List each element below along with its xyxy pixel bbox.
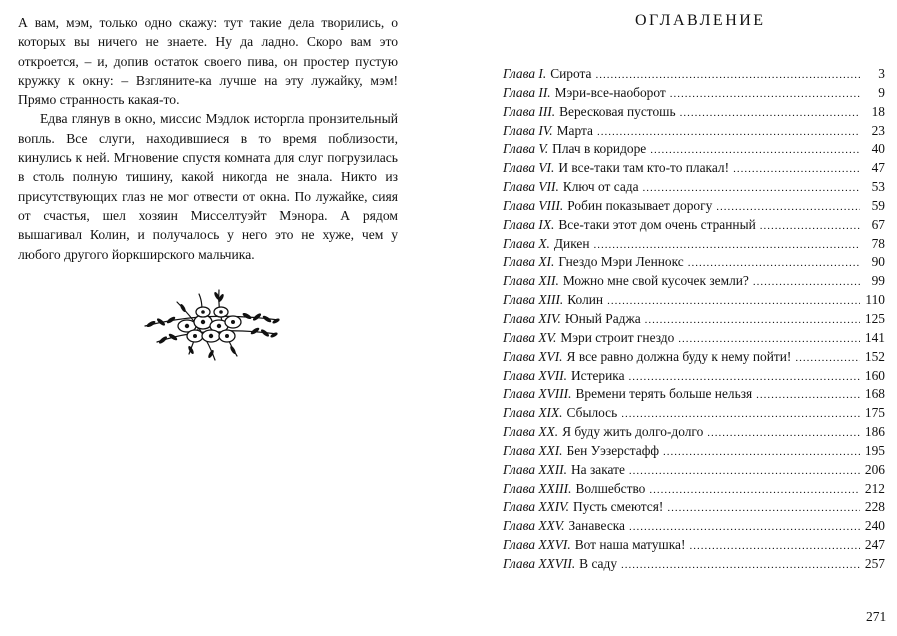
- toc-chapter-title: Юный Раджа: [564, 310, 641, 326]
- toc-chapter-title: Пусть смеются!: [572, 499, 664, 515]
- toc-chapter-label: Глава XIX.: [503, 405, 563, 421]
- toc-chapter-title: Я буду жить долго-долго: [562, 424, 704, 440]
- toc-page-number: 168: [864, 386, 885, 402]
- toc-chapter-label: Глава VII.: [503, 179, 559, 195]
- toc-page-number: 40: [871, 141, 885, 157]
- toc-chapter-label: Глава XXV.: [503, 518, 565, 534]
- toc-entry[interactable]: [503, 272, 885, 291]
- toc-leader-dots: [663, 443, 860, 462]
- toc-chapter-title: Мэри строит гнездо: [560, 329, 675, 345]
- toc-page-number: 9: [878, 84, 885, 100]
- toc-page-number: 141: [864, 329, 885, 345]
- toc-chapter-label: Глава XI.: [503, 254, 555, 270]
- toc-page-number: 78: [871, 235, 885, 251]
- toc-chapter-title: Волшебство: [575, 480, 646, 496]
- toc-entry[interactable]: [503, 122, 885, 141]
- toc-chapter-label: Глава V.: [503, 141, 549, 157]
- toc-chapter-label: Глава XXI.: [503, 442, 563, 458]
- toc-chapter-label: Глава VI.: [503, 160, 555, 176]
- toc-chapter-label: Глава IX.: [503, 216, 555, 232]
- toc-chapter-label: Глава III.: [503, 103, 556, 119]
- toc-chapter-title: Все-таки этот дом очень странный: [558, 216, 756, 232]
- toc-entry[interactable]: [503, 480, 885, 499]
- toc-entry[interactable]: [503, 178, 885, 197]
- toc-leader-dots: [680, 104, 860, 123]
- fern-leaves-ornament-icon: [137, 282, 287, 364]
- toc-entry[interactable]: [503, 84, 885, 103]
- toc-entry[interactable]: [503, 65, 885, 84]
- toc-chapter-title: Сирота: [550, 66, 592, 81]
- toc-chapter-label: Глава X.: [503, 235, 550, 251]
- toc-chapter-title: Истерика: [571, 367, 625, 383]
- toc-entry[interactable]: [503, 291, 885, 310]
- toc-entry[interactable]: [503, 423, 885, 442]
- story-text: [18, 13, 398, 264]
- toc-chapter-title: Можно мне свой кусочек земли?: [562, 273, 749, 289]
- toc-chapter-title: Плач в коридоре: [552, 141, 647, 157]
- page-number: 271: [866, 609, 887, 624]
- toc-chapter-title: На закате: [571, 461, 625, 477]
- toc-entry[interactable]: [503, 197, 885, 216]
- toc-page-number: 257: [864, 555, 885, 571]
- toc-entry[interactable]: [503, 159, 885, 178]
- toc-leader-dots: [645, 311, 860, 330]
- toc-leader-dots: [621, 556, 860, 575]
- toc-entry[interactable]: [503, 404, 885, 423]
- toc-chapter-label: Глава II.: [503, 84, 551, 100]
- toc-page-number: 18: [871, 103, 885, 119]
- toc-chapter-title: Сбылось: [566, 405, 618, 421]
- table-of-contents: [503, 65, 885, 574]
- toc-leader-dots: [595, 66, 860, 85]
- toc-heading: ОГЛАВЛЕНИЕ: [635, 12, 766, 29]
- toc-page-number: 67: [871, 216, 885, 232]
- toc-leader-dots: [629, 518, 860, 537]
- toc-page-number: 53: [871, 179, 885, 195]
- toc-entry[interactable]: [503, 461, 885, 480]
- toc-leader-dots: [678, 330, 860, 349]
- toc-chapter-label: Глава XXIV.: [503, 499, 569, 515]
- toc-page-number: 206: [864, 461, 885, 477]
- toc-entry[interactable]: [503, 442, 885, 461]
- toc-chapter-label: Глава VIII.: [503, 197, 564, 213]
- paragraph: Едва глянув в окно, миссис Мэдлок исторгла пронзительный вопль. Все слуги, находившиеся в то время поблизости, кинулись к ней. Мгновение спустя комната для слуг погрузилась в столь полную тишину, какой никогда не знала. Никто из присутствующих глаз не мог отвести от окна. По лужайке, сияя от счастья, шел хозяин Миссeлтуэйт Мэнора. А рядом вышагивал Колин, и получалось у него это не хуже, чем у любого другого йоркширского мальчика.: [18, 111, 398, 262]
- toc-entry[interactable]: [503, 103, 885, 122]
- toc-chapter-label: Глава XIII.: [503, 292, 564, 308]
- toc-chapter-title: И все-таки там кто-то плакал!: [558, 160, 730, 176]
- toc-chapter-title: Гнездо Мэри Леннокс: [558, 254, 684, 270]
- toc-chapter-title: Робин показывает дорогу: [567, 197, 713, 213]
- toc-entry[interactable]: [503, 498, 885, 517]
- toc-chapter-label: Глава XXIII.: [503, 480, 572, 496]
- toc-page-number: 228: [864, 499, 885, 515]
- toc-entry[interactable]: [503, 253, 885, 272]
- toc-page-number: 59: [871, 197, 885, 213]
- toc-page-number: 195: [864, 442, 885, 458]
- toc-page-number: 99: [871, 273, 885, 289]
- toc-page-number: 160: [864, 367, 885, 383]
- toc-leader-dots: [629, 368, 860, 387]
- toc-leader-dots: [733, 160, 860, 179]
- right-page: [440, 0, 897, 636]
- left-page: [0, 0, 430, 636]
- toc-leader-dots: [760, 217, 860, 236]
- toc-chapter-title: Занавеска: [568, 518, 626, 534]
- toc-leader-dots: [756, 386, 860, 405]
- toc-leader-dots: [607, 292, 860, 311]
- toc-chapter-title: Бен Уэзерстафф: [566, 442, 660, 458]
- toc-page-number: 23: [871, 122, 885, 138]
- toc-leader-dots: [621, 405, 860, 424]
- toc-chapter-title: Я все равно должна буду к нему пойти!: [566, 348, 792, 364]
- toc-page-number: 125: [864, 310, 885, 326]
- toc-page-number: 212: [864, 480, 885, 496]
- toc-chapter-title: Марта: [556, 122, 593, 138]
- toc-leader-dots: [643, 179, 860, 198]
- toc-chapter-label: Глава XX.: [503, 424, 559, 440]
- toc-entry[interactable]: [503, 555, 885, 574]
- toc-leader-dots: [650, 141, 860, 160]
- toc-chapter-title: Колин: [567, 292, 604, 308]
- toc-leader-dots: [753, 273, 860, 292]
- toc-chapter-title: Вот наша матушка!: [574, 537, 686, 553]
- toc-chapter-title: Времени терять больше нельзя: [575, 386, 753, 402]
- toc-chapter-label: Глава XVII.: [503, 367, 567, 383]
- toc-entry[interactable]: [503, 216, 885, 235]
- toc-leader-dots: [667, 499, 860, 518]
- toc-entry[interactable]: [503, 140, 885, 159]
- toc-page-number: 152: [864, 348, 885, 364]
- toc-page-number: 110: [865, 292, 885, 308]
- toc-leader-dots: [670, 85, 860, 104]
- toc-chapter-label: Глава XXVI.: [503, 537, 571, 553]
- toc-entry[interactable]: [503, 385, 885, 404]
- toc-page-number: 175: [864, 405, 885, 421]
- toc-chapter-label: Глава IV.: [503, 122, 553, 138]
- toc-leader-dots: [795, 349, 860, 368]
- toc-entry[interactable]: [503, 235, 885, 254]
- toc-page-number: 247: [864, 537, 885, 553]
- toc-chapter-title: Ключ от сада: [562, 179, 639, 195]
- toc-page-number: 90: [871, 254, 885, 270]
- toc-page-number: 3: [878, 66, 885, 81]
- toc-leader-dots: [716, 198, 860, 217]
- paragraph: А вам, мэм, только одно скажу: тут такие дела творились, о которых вы ничего не знаете. Ну да ладно. Скоро вам это откроется, – и, допив остаток своего пива, он простер пустую кружку к окну: – Взгляните-ка лучше на эту лужайку, мэм! Прямо странность какая-то.: [18, 15, 398, 108]
- toc-chapter-label: Глава I.: [503, 66, 547, 81]
- toc-page-number: 47: [871, 160, 885, 176]
- toc-entry[interactable]: [503, 367, 885, 386]
- toc-chapter-label: Глава XV.: [503, 329, 557, 345]
- toc-chapter-label: Глава XIV.: [503, 310, 561, 326]
- toc-chapter-title: Вересковая пустошь: [559, 103, 676, 119]
- toc-leader-dots: [689, 537, 860, 556]
- toc-leader-dots: [594, 236, 861, 255]
- toc-entry[interactable]: [503, 310, 885, 329]
- toc-page-number: 240: [864, 518, 885, 534]
- toc-entry[interactable]: [503, 536, 885, 555]
- toc-entry[interactable]: [503, 517, 885, 536]
- toc-chapter-title: В саду: [579, 555, 618, 571]
- toc-page-number: 186: [864, 424, 885, 440]
- toc-chapter-label: Глава XVI.: [503, 348, 563, 364]
- toc-chapter-title: Мэри-все-наоборот: [554, 84, 666, 100]
- toc-leader-dots: [629, 462, 860, 481]
- toc-chapter-label: Глава XXVII.: [503, 555, 576, 571]
- toc-entry[interactable]: [503, 329, 885, 348]
- toc-leader-dots: [688, 254, 860, 273]
- toc-chapter-label: Глава XXII.: [503, 461, 567, 477]
- toc-leader-dots: [597, 123, 860, 142]
- toc-entry[interactable]: [503, 348, 885, 367]
- toc-leader-dots: [707, 424, 860, 443]
- toc-chapter-label: Глава XII.: [503, 273, 559, 289]
- toc-leader-dots: [649, 481, 860, 500]
- toc-chapter-title: Дикен: [553, 235, 590, 251]
- toc-chapter-label: Глава XVIII.: [503, 386, 572, 402]
